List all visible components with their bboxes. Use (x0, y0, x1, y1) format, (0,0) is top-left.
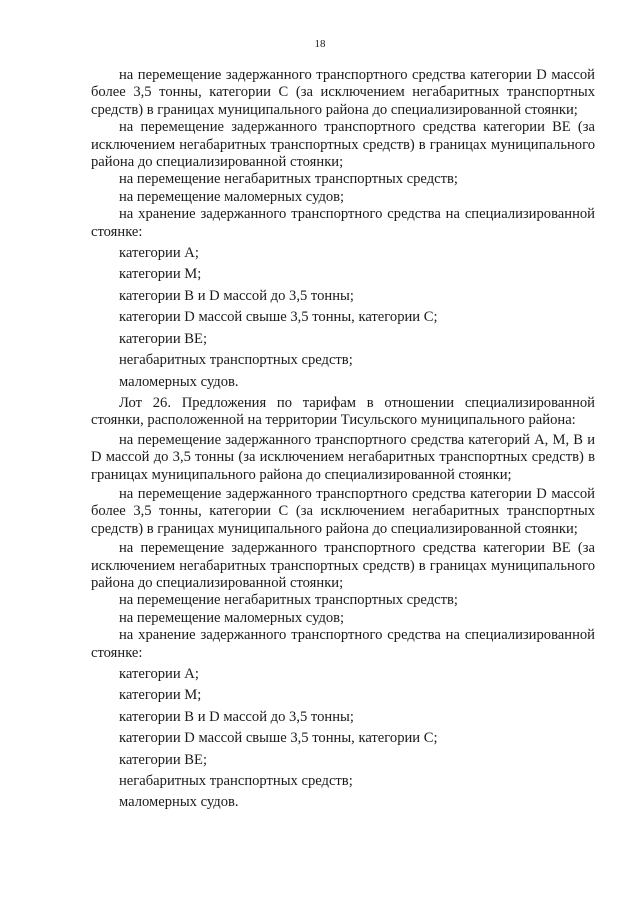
tariff-paragraph: на перемещение негабаритных транспортных средств; (119, 592, 458, 609)
tariff-paragraph: на перемещение задержанного транспортного средства категорий А, М, В и D массой до 3,5 тонны (за исключением негабаритных транспортных средств) в границах муниципального района до специализированной стоянки; (91, 431, 595, 483)
category-item: категории М; (119, 266, 202, 283)
page-number: 18 (314, 38, 326, 50)
category-item: негабаритных транспортных средств; (119, 773, 353, 790)
tariff-paragraph: на перемещение задержанного транспортного средства категории D массой более 3,5 тонны, категории С (за исключением негабаритных транспортных средств) в границах муниципального района до специализированной стоянки; (91, 67, 595, 118)
document-body (91, 67, 595, 812)
category-item: категории В и D массой до 3,5 тонны; (119, 287, 354, 304)
category-item: негабаритных транспортных средств; (119, 352, 353, 369)
category-item: маломерных судов. (119, 373, 239, 390)
category-item: категории А; (119, 245, 199, 262)
category-item: категории М; (119, 687, 202, 704)
category-item: категории D массой свыше 3,5 тонны, категории С; (119, 309, 438, 326)
category-item: категории А; (119, 666, 199, 682)
tariff-paragraph: на хранение задержанного транспортного средства на специализированной стоянке: (91, 206, 595, 240)
tariff-paragraph: на перемещение негабаритных транспортных средств; (119, 171, 458, 188)
tariff-paragraph: на перемещение маломерных судов; (119, 188, 345, 205)
tariff-paragraph: на хранение задержанного транспортного средства на специализированной стоянке: (91, 627, 595, 661)
category-item: маломерных судов. (119, 794, 239, 811)
tariff-paragraph: на перемещение маломерных судов; (119, 609, 345, 626)
tariff-paragraph: на перемещение задержанного транспортного средства категории ВЕ (за исключением негабаритных транспортных средств) в границах муниципального района до специализированной стоянки; (91, 119, 595, 171)
category-item: категории D массой свыше 3,5 тонны, категории С; (119, 730, 438, 747)
category-item: категории ВЕ; (119, 751, 208, 768)
tariff-paragraph: на перемещение задержанного транспортного средства категории D массой более 3,5 тонны, категории С (за исключением негабаритных транспортных средств) в границах муниципального района до специализированной стоянки; (91, 485, 595, 537)
tariff-paragraph: на перемещение задержанного транспортного средства категории ВЕ (за исключением негабаритных транспортных средств) в границах муниципального района до специализированной стоянки; (91, 540, 595, 591)
category-item: категории В и D массой до 3,5 тонны; (119, 708, 354, 725)
lot-heading: Лот 26. Предложения по тарифам в отношении специализированной стоянки, расположенной на территории Тисульского муниципального района: (91, 394, 595, 429)
category-item: категории ВЕ; (119, 330, 208, 347)
